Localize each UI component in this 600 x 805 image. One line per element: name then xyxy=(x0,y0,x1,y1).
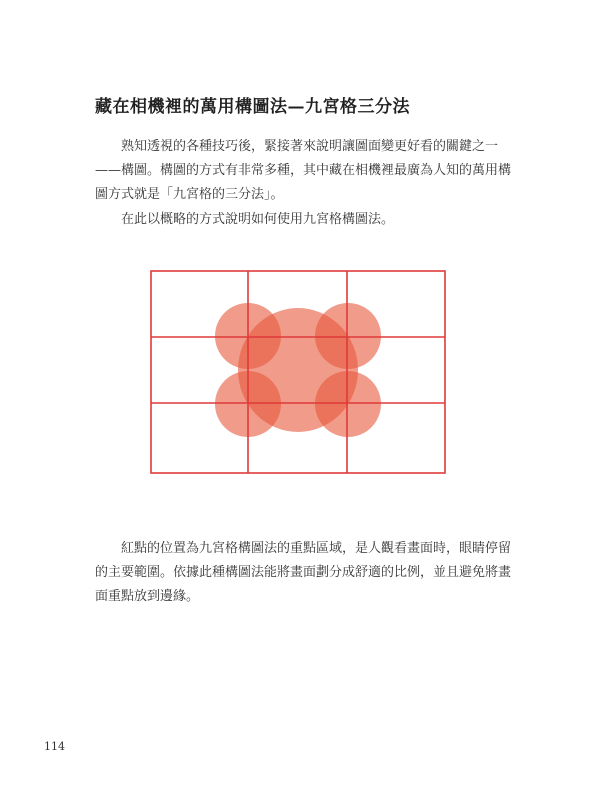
focus-point-top-right xyxy=(315,303,381,369)
section-title: 藏在相機裡的萬用構圖法—九宮格三分法 xyxy=(95,97,410,117)
explanation-paragraph: 紅點的位置為九宮格構圖法的重點區域，是人觀看畫面時，眼睛停留的主要範圍。依據此種構圖法能將畫面劃分成舒適的比例，並且避免將畫面重點放到邊緣。 xyxy=(95,541,512,604)
focus-point-bottom-right xyxy=(315,371,381,437)
intro-paragraph: 熟知透視的各種技巧後，緊接著來說明讓圖面變更好看的關鍵之一——構圖。構圖的方式有非常多種，其中藏在相機裡最廣為人知的萬用構圖方式就是「九宮格的三分法」。 xyxy=(95,139,512,202)
rule-of-thirds-diagram xyxy=(150,270,446,474)
focus-areas xyxy=(215,303,381,437)
page-number: 114 xyxy=(44,740,65,753)
instruction-paragraph: 在此以概略的方式說明如何使用九宮格構圖法。 xyxy=(121,212,395,227)
